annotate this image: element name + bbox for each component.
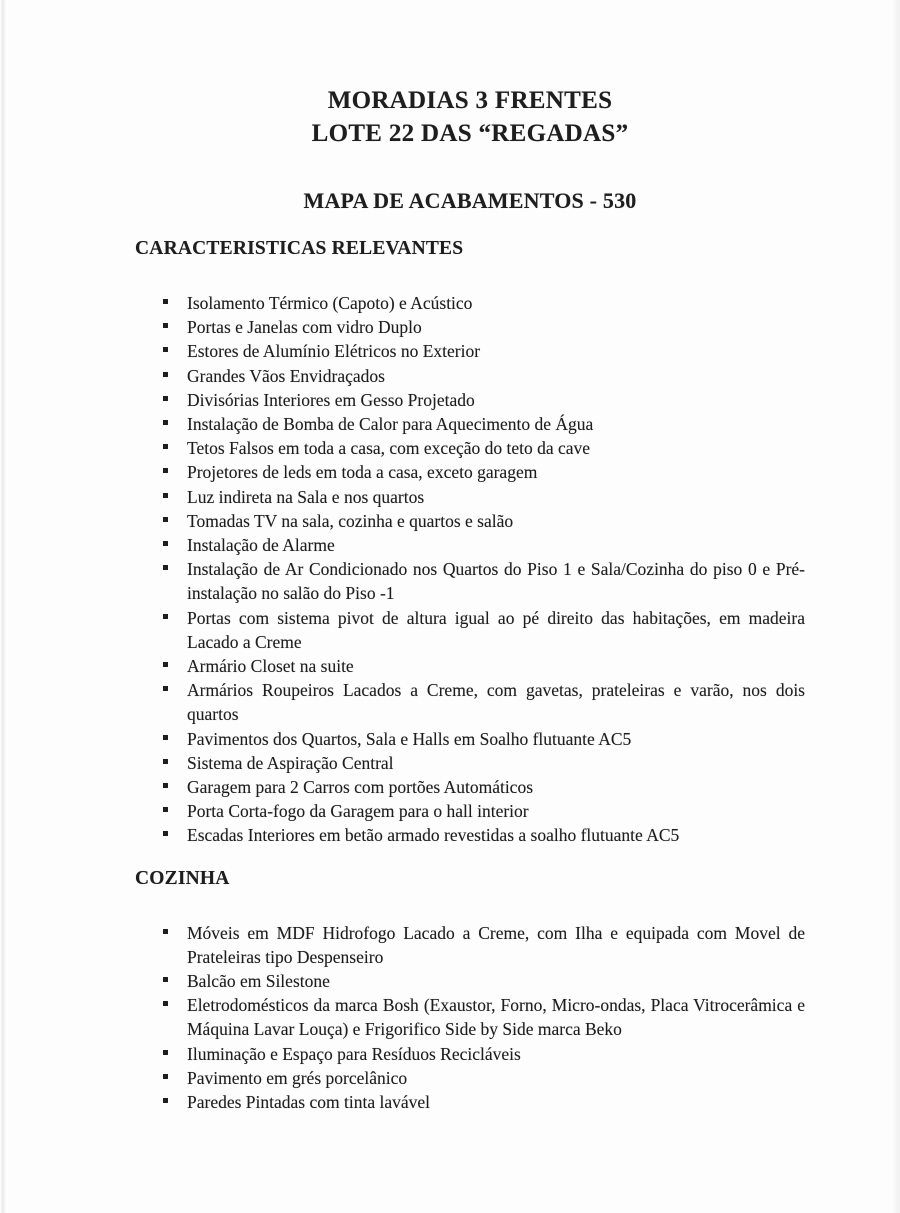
bullet-icon xyxy=(163,517,168,522)
list-item-text: Portas com sistema pivot de altura igual ao pé direito das habitações, em madeira Lacado a Creme xyxy=(187,607,805,652)
list-item xyxy=(135,678,805,726)
bullet-icon xyxy=(163,323,168,328)
bullet-icon xyxy=(163,977,168,982)
list-item xyxy=(135,291,805,315)
bullet-icon xyxy=(163,444,168,449)
list-item-text: Projetores de leds em toda a casa, exceto garagem xyxy=(187,462,538,483)
bullet-icon xyxy=(163,662,168,667)
list-item-text: Iluminação e Espaço para Resíduos Recicláveis xyxy=(187,1043,521,1064)
scan-edge-right xyxy=(892,0,900,1213)
list-item xyxy=(135,823,805,847)
list-item xyxy=(135,1042,805,1066)
cozinha-list xyxy=(135,921,805,1115)
list-item-text: Garagem para 2 Carros com portões Automáticos xyxy=(187,777,534,798)
bullet-icon xyxy=(163,735,168,740)
bullet-icon xyxy=(163,1074,168,1079)
bullet-icon xyxy=(163,614,168,619)
list-item-text: Pavimentos dos Quartos, Sala e Halls em Soalho flutuante AC5 xyxy=(187,728,632,749)
list-item xyxy=(135,921,805,969)
bullet-icon xyxy=(163,1050,168,1055)
list-item xyxy=(135,460,805,484)
list-item-text: Escadas Interiores em betão armado revestidas a soalho flutuante AC5 xyxy=(187,825,680,846)
scan-edge-left xyxy=(0,0,6,1213)
list-item xyxy=(135,364,805,388)
title-line-2: LOTE 22 DAS “REGADAS” xyxy=(311,120,629,147)
list-item-text: Instalação de Ar Condicionado nos Quartos do Piso 1 e Sala/Cozinha do piso 0 e Pré-instalação no salão do Piso -1 xyxy=(187,559,805,604)
list-item-text: Eletrodomésticos da marca Bosh (Exaustor, Forno, Micro-ondas, Placa Vitrocerâmica e Máquina Lavar Louça) e Frigorifico Side by Side marca Beko xyxy=(187,995,805,1040)
list-item-text: Estores de Alumínio Elétricos no Exterior xyxy=(187,341,481,362)
list-item xyxy=(135,436,805,460)
bullet-icon xyxy=(163,299,168,304)
list-item-text: Tetos Falsos em toda a casa, com exceção do teto da cave xyxy=(187,438,591,459)
bullet-icon xyxy=(163,541,168,546)
list-item xyxy=(135,969,805,993)
list-item xyxy=(135,775,805,799)
bullet-icon xyxy=(163,929,168,934)
list-item-text: Paredes Pintadas com tinta lavável xyxy=(187,1092,430,1113)
list-item-text: Luz indireta na Sala e nos quartos xyxy=(187,486,425,507)
list-item-text: Portas e Janelas com vidro Duplo xyxy=(187,317,422,338)
bullet-icon xyxy=(163,1001,168,1006)
caracteristicas-list xyxy=(135,291,805,848)
bullet-icon xyxy=(163,468,168,473)
list-item-text: Balcão em Silestone xyxy=(187,971,330,992)
list-item-text: Sistema de Aspiração Central xyxy=(187,752,394,773)
list-item-text: Tomadas TV na sala, cozinha e quartos e salão xyxy=(187,510,514,531)
list-item xyxy=(135,485,805,509)
bullet-icon xyxy=(163,396,168,401)
list-item xyxy=(135,509,805,533)
bullet-icon xyxy=(163,686,168,691)
section-heading-cozinha: COZINHA xyxy=(135,867,230,889)
list-item-text: Porta Corta-fogo da Garagem para o hall interior xyxy=(187,801,529,822)
list-item-text: Instalação de Bomba de Calor para Aquecimento de Água xyxy=(187,414,594,435)
list-item xyxy=(135,315,805,339)
list-item-text: Instalação de Alarme xyxy=(187,535,335,556)
list-item xyxy=(135,751,805,775)
list-item xyxy=(135,606,805,654)
list-item xyxy=(135,412,805,436)
list-item xyxy=(135,799,805,823)
bullet-icon xyxy=(163,759,168,764)
list-item xyxy=(135,727,805,751)
list-item-text: Pavimento em grés porcelânico xyxy=(187,1067,408,1088)
bullet-icon xyxy=(163,1098,168,1103)
bullet-icon xyxy=(163,493,168,498)
list-item xyxy=(135,339,805,363)
list-item xyxy=(135,1090,805,1114)
list-item-text: Isolamento Térmico (Capoto) e Acústico xyxy=(187,293,473,313)
list-item-text: Divisórias Interiores em Gesso Projetado xyxy=(187,389,475,410)
list-item xyxy=(135,654,805,678)
bullet-icon xyxy=(163,807,168,812)
document-subtitle: MAPA DE ACABAMENTOS - 530 xyxy=(303,188,637,213)
bullet-icon xyxy=(163,783,168,788)
list-item xyxy=(135,533,805,557)
list-item xyxy=(135,388,805,412)
bullet-icon xyxy=(163,831,168,836)
list-item xyxy=(135,557,805,605)
title-line-1: MORADIAS 3 FRENTES xyxy=(327,87,613,114)
bullet-icon xyxy=(163,565,168,570)
list-item-text: Móveis em MDF Hidrofogo Lacado a Creme, com Ilha e equipada com Movel de Prateleiras tipo Despenseiro xyxy=(187,922,805,967)
bullet-icon xyxy=(163,372,168,377)
section-heading-caracteristicas: CARACTERISTICAS RELEVANTES xyxy=(135,238,464,259)
list-item xyxy=(135,993,805,1041)
document-content xyxy=(135,0,805,1114)
list-item-text: Grandes Vãos Envidraçados xyxy=(187,365,385,386)
list-item xyxy=(135,1066,805,1090)
bullet-icon xyxy=(163,347,168,352)
list-item-text: Armário Closet na suite xyxy=(187,656,354,677)
document-title xyxy=(135,0,805,150)
bullet-icon xyxy=(163,420,168,425)
list-item-text: Armários Roupeiros Lacados a Creme, com gavetas, prateleiras e varão, nos dois quartos xyxy=(187,680,805,725)
